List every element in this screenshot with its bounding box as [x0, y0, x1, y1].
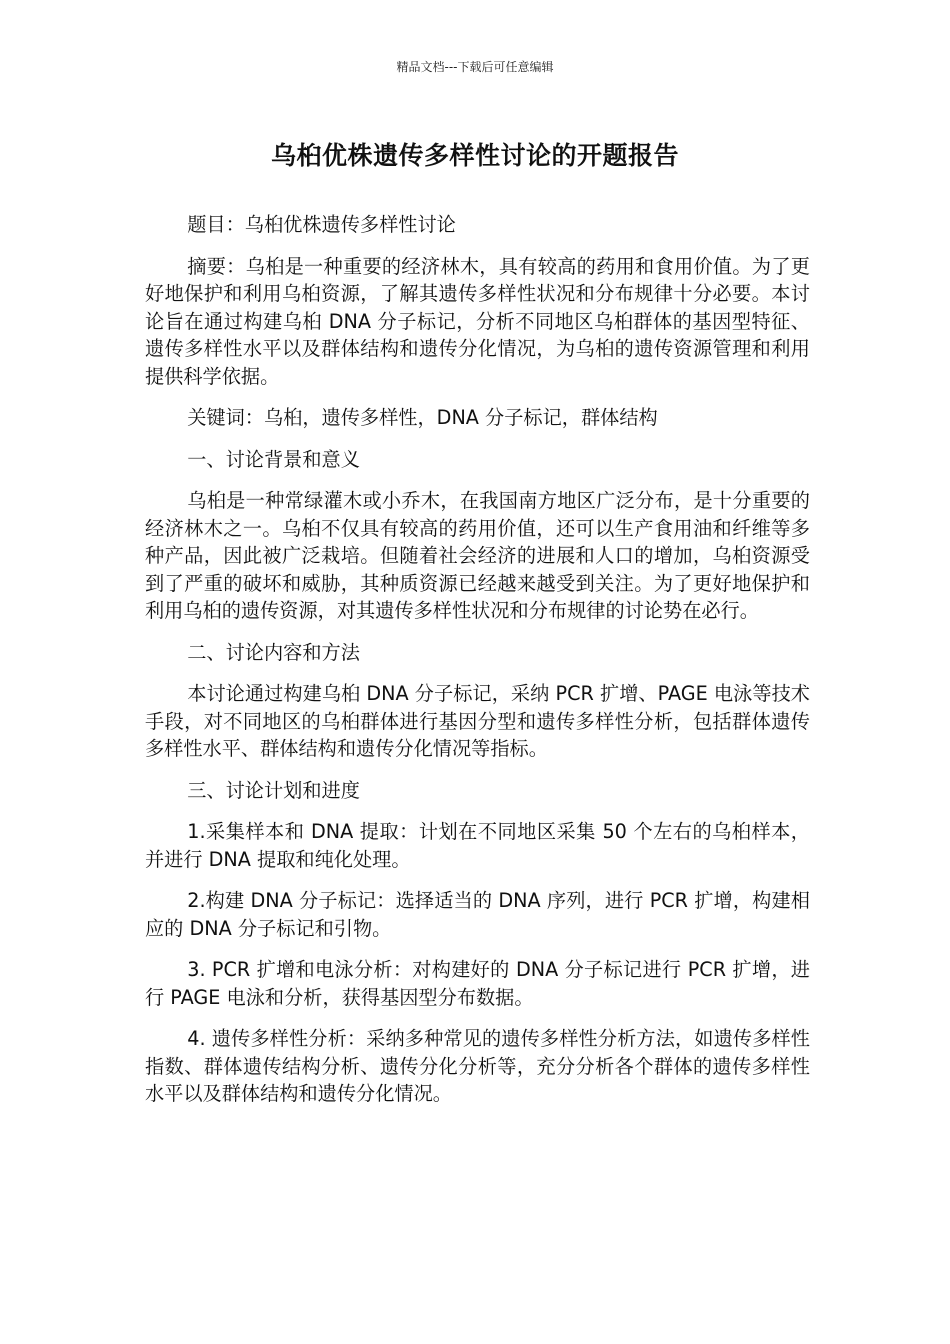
- plan-item-2: 2.构建 DNA 分子标记：选择适当的 DNA 序列，进行 PCR 扩增，构建相应的 DNA 分子标记和引物。: [145, 889, 810, 940]
- paragraph-keywords: 关键词：乌桕，遗传多样性，DNA 分子标记，群体结构: [187, 406, 658, 429]
- section-heading-plan: 三、讨论计划和进度: [187, 778, 360, 802]
- section-heading-methods: 二、讨论内容和方法: [187, 640, 360, 664]
- document-body: [145, 211, 810, 1122]
- paragraph-methods: 本讨论通过构建乌桕 DNA 分子标记，采纳 PCR 扩增、PAGE 电泳等技术手段，对不同地区的乌桕群体进行基因分型和遗传多样性分析，包括群体遗传多样性水平、群体结构和遗传分化情况等指标。: [145, 682, 810, 760]
- document-title: 乌桕优株遗传多样性讨论的开题报告: [270, 141, 679, 170]
- plan-item-1: 1.采集样本和 DNA 提取：计划在不同地区采集 50 个左右的乌桕样本，并进行 DNA 提取和纯化处理。: [145, 820, 810, 871]
- paragraph-background: 乌桕是一种常绿灌木或小乔木，在我国南方地区广泛分布，是十分重要的经济林木之一。乌桕不仅具有较高的药用价值，还可以生产食用油和纤维等多种产品，因此被广泛栽培。但随着社会经济的进展和人口的增加，乌桕资源受到了严重的破坏和威胁，其种质资源已经越来越受到关注。为了更好地保护和利用乌桕的遗传资源，对其遗传多样性状况和分布规律的讨论势在必行。: [145, 489, 810, 622]
- plan-item-3: 3. PCR 扩增和电泳分析：对构建好的 DNA 分子标记进行 PCR 扩增，进行 PAGE 电泳和分析，获得基因型分布数据。: [145, 958, 810, 1009]
- paragraph-topic: 题目：乌桕优株遗传多样性讨论: [187, 213, 456, 236]
- paragraph-abstract: 摘要：乌桕是一种重要的经济林木，具有较高的药用和食用价值。为了更好地保护和利用乌桕资源，了解其遗传多样性状况和分布规律十分必要。本讨论旨在通过构建乌桕 DNA 分子标记，分析不同地区乌桕群体的基因型特征、遗传多样性水平以及群体结构和遗传分化情况，为乌桕的遗传资源管理和利用提供科学依据。: [145, 254, 810, 388]
- page-header: 精品文档---下载后可任意编辑: [396, 60, 554, 74]
- plan-item-4: 4. 遗传多样性分析：采纳多种常见的遗传多样性分析方法，如遗传多样性指数、群体遗传结构分析、遗传分化分析等，充分分析各个群体的遗传多样性水平以及群体结构和遗传分化情况。: [145, 1027, 810, 1105]
- section-heading-background: 一、讨论背景和意义: [187, 447, 360, 471]
